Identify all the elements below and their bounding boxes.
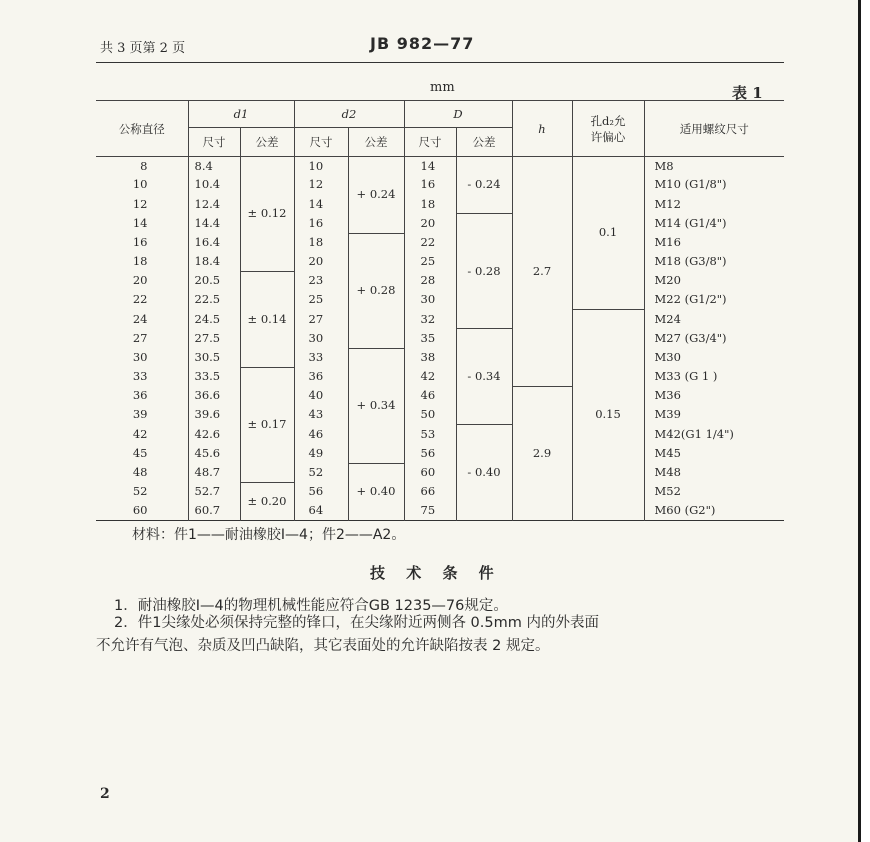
- D-size-cell: 35: [404, 329, 456, 348]
- nominal-diameter-cell: 10: [132, 177, 148, 192]
- thread-size-cell: M52: [644, 482, 784, 501]
- table-unit: mm: [430, 80, 455, 95]
- d2-size-cell: 20: [294, 252, 348, 271]
- D-size-cell: 66: [404, 482, 456, 501]
- D-size-cell: 60: [404, 463, 456, 482]
- d1-size-cell: 42.6: [188, 425, 240, 444]
- material-note: 材料：件1——耐油橡胶Ⅰ—4；件2——A2。: [132, 527, 406, 543]
- D-size-cell: 38: [404, 348, 456, 367]
- table-row: [96, 271, 784, 290]
- d2-size-cell: 46: [294, 425, 348, 444]
- header-d1-tol: 公差: [240, 128, 294, 157]
- D-size-cell: 32: [404, 310, 456, 329]
- d1-size-cell: 8.4: [188, 157, 240, 176]
- D-size-cell: 42: [404, 367, 456, 386]
- table-row: [96, 463, 784, 482]
- d1-size-cell: 33.5: [188, 367, 240, 386]
- header-thread: 适用螺纹尺寸: [644, 101, 784, 157]
- header-D-tol: 公差: [456, 128, 512, 157]
- d1-size-cell: 20.5: [188, 271, 240, 290]
- d2-tolerance-cell: + 0.40: [348, 463, 404, 520]
- d2-size-cell: 49: [294, 444, 348, 463]
- header-hole-eccentricity: 孔d₂允 许偏心: [572, 101, 644, 157]
- d1-size-cell: 10.4: [188, 176, 240, 195]
- d1-size-cell: 45.6: [188, 444, 240, 463]
- d1-tolerance-cell: ± 0.14: [240, 271, 294, 367]
- nominal-diameter-cell: 24: [132, 311, 148, 326]
- D-size-cell: 25: [404, 252, 456, 271]
- d2-size-cell: 25: [294, 291, 348, 310]
- table-row: [96, 157, 784, 176]
- thread-size-cell: M30: [644, 348, 784, 367]
- D-size-cell: 14: [404, 157, 456, 176]
- d1-size-cell: 36.6: [188, 386, 240, 405]
- nominal-diameter-cell: 36: [132, 388, 148, 403]
- table-row: [96, 386, 784, 405]
- table-row: [96, 501, 784, 520]
- nominal-diameter-cell: 18: [132, 254, 148, 269]
- table-row: [96, 482, 784, 501]
- nominal-diameter-cell: 8: [140, 158, 148, 173]
- D-size-cell: 46: [404, 386, 456, 405]
- thread-size-cell: M22 (G1/2"): [644, 291, 784, 310]
- thread-size-cell: M39: [644, 406, 784, 425]
- nominal-diameter-cell: 20: [132, 273, 148, 288]
- thread-size-cell: M45: [644, 444, 784, 463]
- d2-size-cell: 43: [294, 406, 348, 425]
- d2-size-cell: 33: [294, 348, 348, 367]
- standard-code: JB 982—77: [370, 34, 475, 53]
- table-row: [96, 252, 784, 271]
- dimension-table: [96, 100, 784, 521]
- d1-size-cell: 22.5: [188, 291, 240, 310]
- header-D: D: [404, 101, 512, 128]
- D-size-cell: 75: [404, 501, 456, 520]
- thread-size-cell: M42(G1 1/4"): [644, 425, 784, 444]
- nominal-diameter-cell: 48: [132, 464, 148, 479]
- thread-size-cell: M18 (G3/8"): [644, 252, 784, 271]
- d2-tolerance-cell: + 0.28: [348, 233, 404, 348]
- D-tolerance-cell: - 0.24: [456, 157, 512, 214]
- D-tolerance-cell: - 0.28: [456, 214, 512, 329]
- eccentricity-cell: 0.15: [572, 310, 644, 521]
- D-size-cell: 20: [404, 214, 456, 233]
- thread-size-cell: M10 (G1/8"): [644, 176, 784, 195]
- d1-size-cell: 14.4: [188, 214, 240, 233]
- tech-paragraph-2-line-1: 2．件1尖缘处必须保持完整的锋口，在尖缘附近两侧各 0.5mm 内的外表面: [114, 615, 599, 631]
- nominal-diameter-cell: 27: [132, 330, 148, 345]
- table-row: [96, 214, 784, 233]
- D-tolerance-cell: - 0.40: [456, 425, 512, 521]
- d1-size-cell: 27.5: [188, 329, 240, 348]
- table-row: [96, 195, 784, 214]
- d2-size-cell: 23: [294, 271, 348, 290]
- page-info: 共 3 页第 2 页: [100, 41, 186, 56]
- eccentricity-cell: 0.1: [572, 157, 644, 310]
- header-D-size: 尺寸: [404, 128, 456, 157]
- d2-size-cell: 14: [294, 195, 348, 214]
- D-size-cell: 22: [404, 233, 456, 252]
- d1-size-cell: 18.4: [188, 252, 240, 271]
- header-h: h: [512, 101, 572, 157]
- d1-tolerance-cell: ± 0.12: [240, 157, 294, 272]
- header-d2: d2: [294, 101, 404, 128]
- tech-conditions-title: 技 术 条 件: [370, 564, 502, 582]
- D-size-cell: 50: [404, 406, 456, 425]
- thread-size-cell: M16: [644, 233, 784, 252]
- d2-size-cell: 52: [294, 463, 348, 482]
- d2-size-cell: 36: [294, 367, 348, 386]
- d2-size-cell: 16: [294, 214, 348, 233]
- d2-size-cell: 12: [294, 176, 348, 195]
- thread-size-cell: M8: [644, 157, 784, 176]
- table-row: [96, 406, 784, 425]
- header-d2-size: 尺寸: [294, 128, 348, 157]
- d1-size-cell: 60.7: [188, 501, 240, 520]
- thread-size-cell: M27 (G3/4"): [644, 329, 784, 348]
- h-value-cell: 2.9: [512, 386, 572, 520]
- table-row: [96, 444, 784, 463]
- table-row: [96, 367, 784, 386]
- nominal-diameter-cell: 33: [132, 369, 148, 384]
- table-label: 表 1: [732, 84, 763, 102]
- table-row: [96, 233, 784, 252]
- nominal-diameter-cell: 14: [132, 215, 148, 230]
- d1-tolerance-cell: ± 0.17: [240, 367, 294, 482]
- d2-tolerance-cell: + 0.34: [348, 348, 404, 463]
- thread-size-cell: M60 (G2"): [644, 501, 784, 520]
- D-size-cell: 16: [404, 176, 456, 195]
- nominal-diameter-cell: 30: [132, 349, 148, 364]
- header-d1: d1: [188, 101, 294, 128]
- header-rule: [96, 62, 784, 63]
- table-row: [96, 310, 784, 329]
- nominal-diameter-cell: 45: [132, 445, 148, 460]
- d2-size-cell: 18: [294, 233, 348, 252]
- header-d1-size: 尺寸: [188, 128, 240, 157]
- d1-size-cell: 48.7: [188, 463, 240, 482]
- thread-size-cell: M48: [644, 463, 784, 482]
- d2-size-cell: 27: [294, 310, 348, 329]
- table-row: [96, 176, 784, 195]
- d1-size-cell: 39.6: [188, 406, 240, 425]
- tech-paragraph-2-line-2: 不允许有气泡、杂质及凹凸缺陷，其它表面处的允许缺陷按表 2 规定。: [96, 638, 550, 654]
- d2-size-cell: 64: [294, 501, 348, 520]
- d1-size-cell: 24.5: [188, 310, 240, 329]
- nominal-diameter-cell: 12: [132, 196, 148, 211]
- header-d2-tol: 公差: [348, 128, 404, 157]
- thread-size-cell: M14 (G1/4"): [644, 214, 784, 233]
- nominal-diameter-cell: 60: [132, 502, 148, 517]
- d1-size-cell: 52.7: [188, 482, 240, 501]
- nominal-diameter-cell: 52: [132, 483, 148, 498]
- d1-size-cell: 30.5: [188, 348, 240, 367]
- d2-size-cell: 30: [294, 329, 348, 348]
- d2-size-cell: 56: [294, 482, 348, 501]
- D-tolerance-cell: - 0.34: [456, 329, 512, 425]
- nominal-diameter-cell: 22: [132, 292, 148, 307]
- D-size-cell: 18: [404, 195, 456, 214]
- page-number: 2: [100, 786, 110, 802]
- nominal-diameter-cell: 39: [132, 407, 148, 422]
- nominal-diameter-cell: 42: [132, 426, 148, 441]
- thread-size-cell: M33 (G 1 ): [644, 367, 784, 386]
- nominal-diameter-cell: 16: [132, 234, 148, 249]
- thread-size-cell: M24: [644, 310, 784, 329]
- d2-size-cell: 10: [294, 157, 348, 176]
- table-row: [96, 329, 784, 348]
- D-size-cell: 28: [404, 271, 456, 290]
- thread-size-cell: M20: [644, 271, 784, 290]
- thread-size-cell: M12: [644, 195, 784, 214]
- tech-paragraph-1: 1．耐油橡胶Ⅰ—4的物理机械性能应符合GB 1235—76规定。: [114, 598, 508, 614]
- h-value-cell: 2.7: [512, 157, 572, 387]
- d2-tolerance-cell: + 0.24: [348, 157, 404, 234]
- thread-size-cell: M36: [644, 386, 784, 405]
- d2-size-cell: 40: [294, 386, 348, 405]
- header-nominal: 公称直径: [96, 101, 188, 157]
- D-size-cell: 53: [404, 425, 456, 444]
- table-row: [96, 425, 784, 444]
- table-row: [96, 348, 784, 367]
- D-size-cell: 56: [404, 444, 456, 463]
- D-size-cell: 30: [404, 291, 456, 310]
- d1-size-cell: 12.4: [188, 195, 240, 214]
- d1-size-cell: 16.4: [188, 233, 240, 252]
- d1-tolerance-cell: ± 0.20: [240, 482, 294, 520]
- table-row: [96, 291, 784, 310]
